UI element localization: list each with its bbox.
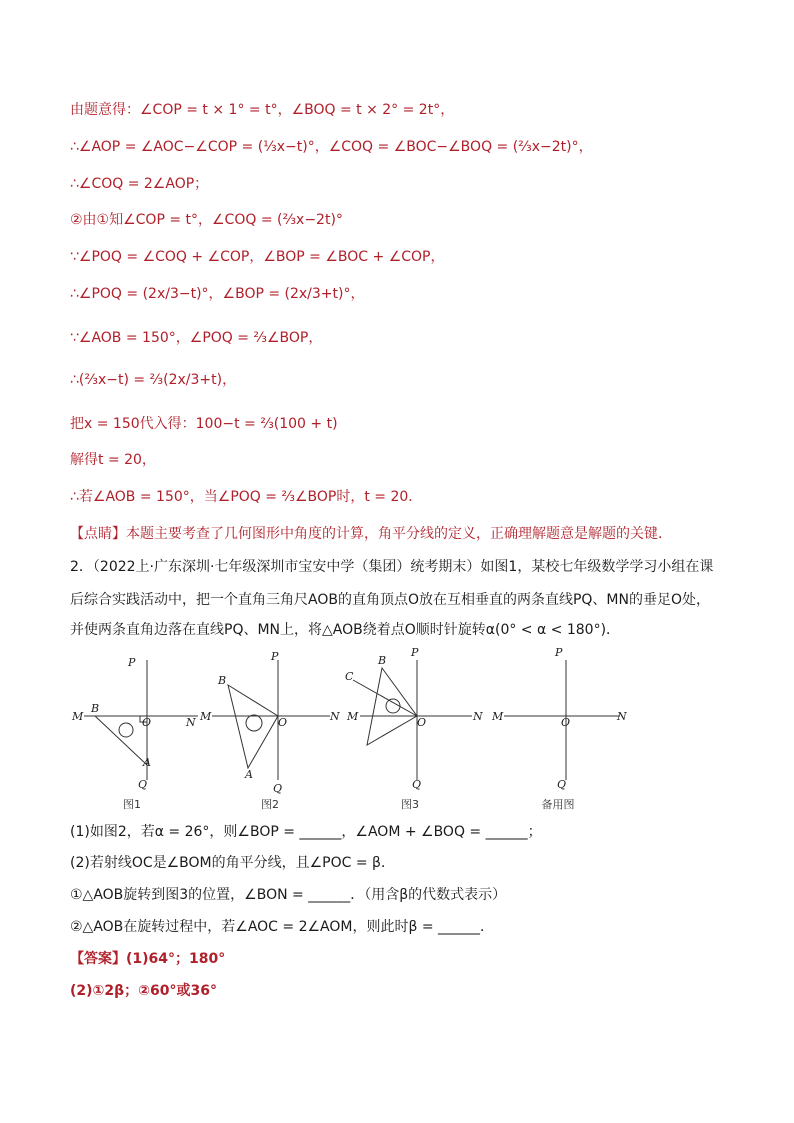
solution-line-9: 把x = 150代入得：100−t = ⅔(100 + t) — [70, 416, 338, 432]
fig2-label-A: A — [245, 768, 253, 781]
fig2-caption: 图2 — [261, 798, 279, 811]
fig4-label-O: O — [561, 716, 571, 729]
fig3-label-B: B — [378, 654, 387, 667]
fig2-label-Q: Q — [273, 782, 283, 795]
fig1-label-P: P — [128, 656, 136, 669]
fig3-label-O: O — [417, 716, 427, 729]
problem-intro-2: 后综合实践活动中，把一个直角三角尺AOB的直角顶点O放在互相垂直的两条直线PQ、MN的垂足O处， — [70, 592, 711, 608]
solution-line-4: ②由①知∠COP = t°，∠COQ = (⅔x−2t)° — [70, 212, 343, 228]
fig2-label-P: P — [271, 650, 279, 663]
question-2: (2)若射线OC是∠BOM的角平分线，且∠POC = β． — [70, 855, 395, 871]
fig4-caption: 备用图 — [541, 798, 575, 811]
figures-diagram — [60, 640, 660, 820]
fig3-label-N: N — [473, 710, 483, 723]
answer-line-2: (2)①2β；②60°或36° — [70, 983, 217, 999]
fig3-label-C: C — [345, 670, 354, 683]
fig1-caption: 图1 — [123, 798, 141, 811]
solution-line-5: ∵∠POQ = ∠COQ + ∠COP，∠BOP = ∠BOC + ∠COP， — [70, 249, 445, 265]
fig4-label-N: N — [617, 710, 627, 723]
fig4-label-P: P — [555, 646, 563, 659]
solution-line-6: ∴∠POQ = (2x/3−t)°，∠BOP = (2x/3+t)°， — [70, 286, 365, 302]
question-1: (1)如图2，若α = 26°，则∠BOP = ______，∠AOM + ∠BOQ = ______； — [70, 824, 542, 840]
fig3-label-P: P — [411, 646, 419, 659]
fig2-label-M: M — [200, 710, 212, 723]
fig2-label-O: O — [278, 716, 288, 729]
fig4-label-M: M — [492, 710, 504, 723]
fig1-label-B: B — [91, 702, 100, 715]
fig1-label-N: N — [186, 716, 196, 729]
fig2-label-B: B — [218, 674, 227, 687]
problem-intro-1: 2．（2022上·广东深圳·七年级深圳市宝安中学（集团）统考期末）如图1，某校七年级数学学习小组在课 — [70, 559, 714, 575]
question-2-part-1: ①△AOB旋转到图3的位置，∠BON = ______．（用含β的代数式表示） — [70, 887, 507, 903]
fig1-label-O: O — [142, 716, 152, 729]
fig1-label-A: A — [143, 756, 151, 769]
solution-line-8: ∴(⅔x−t) = ⅔(2x/3+t)， — [70, 372, 237, 388]
fig3-label-M: M — [347, 710, 359, 723]
solution-line-3: ∴∠COQ = 2∠AOP； — [70, 176, 209, 192]
fig3-label-Q: Q — [412, 778, 422, 791]
answer-line-1: 【答案】(1)64°；180° — [70, 951, 226, 967]
solution-line-11: ∴若∠AOB = 150°，当∠POQ = ⅔∠BOP时，t = 20． — [70, 489, 423, 505]
comment-line: 【点睛】本题主要考查了几何图形中角度的计算，角平分线的定义，正确理解题意是解题的关键． — [70, 526, 672, 542]
fig4-label-Q: Q — [557, 778, 567, 791]
fig2-label-N: N — [330, 710, 340, 723]
solution-line-1: 由题意得：∠COP = t × 1° = t°，∠BOQ = t × 2° = 2t°， — [70, 102, 455, 118]
problem-intro-3: 并使两条直角边落在直线PQ、MN上，将△AOB绕着点O顺时针旋转α(0° < α < 180°)． — [70, 622, 621, 638]
fig1-label-Q: Q — [138, 778, 148, 791]
solution-line-2: ∴∠AOP = ∠AOC−∠COP = (⅓x−t)°，∠COQ = ∠BOC−∠BOQ = (⅔x−2t)°， — [70, 139, 593, 155]
question-2-part-2: ②△AOB在旋转过程中，若∠AOC = 2∠AOM，则此时β = ______． — [70, 919, 495, 935]
solution-line-7: ∵∠AOB = 150°，∠POQ = ⅔∠BOP， — [70, 330, 323, 346]
fig3-caption: 图3 — [401, 798, 419, 811]
fig1-label-M: M — [72, 710, 84, 723]
solution-line-10: 解得t = 20， — [70, 452, 156, 468]
